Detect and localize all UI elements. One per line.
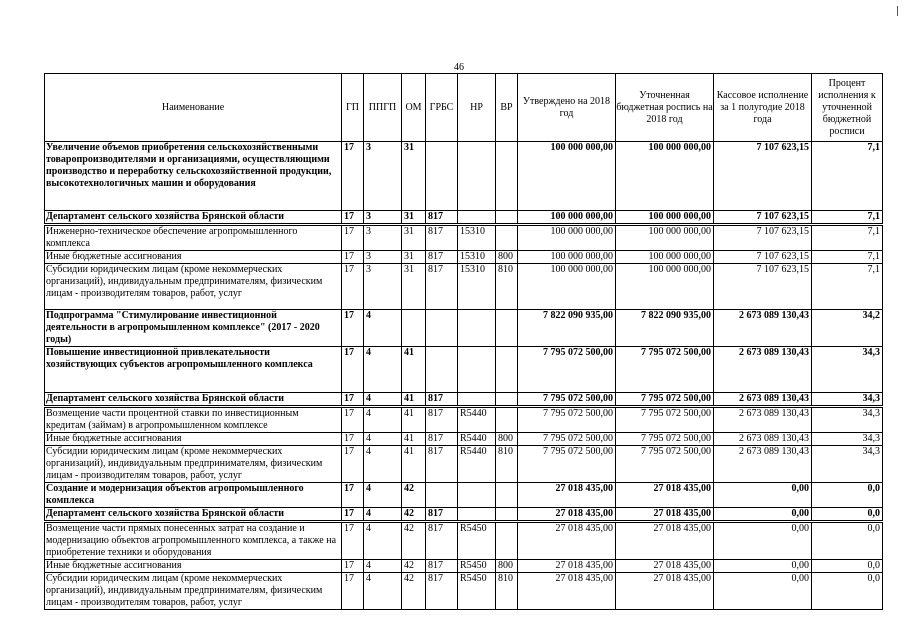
cell-om: 31 <box>402 264 426 310</box>
cell-pgp: 4 <box>364 310 402 347</box>
cell-om: 31 <box>402 251 426 264</box>
cell-pgp: 4 <box>364 522 402 560</box>
cell-approved: 100 000 000,00 <box>518 211 616 225</box>
table-row <box>45 508 883 522</box>
cell-np <box>458 142 496 211</box>
cell-grbs: 817 <box>426 508 458 522</box>
cell-pgp: 4 <box>364 560 402 573</box>
header-cash: Кассовое исполнение за 1 полугодие 2018 года <box>714 74 812 142</box>
table-row <box>45 211 883 225</box>
cell-vr <box>496 225 518 251</box>
cell-om: 41 <box>402 407 426 433</box>
cell-approved: 7 795 072 500,00 <box>518 347 616 393</box>
page-number: 46 <box>454 62 464 73</box>
cell-gp: 17 <box>342 573 364 610</box>
header-pgp: ППГП <box>364 74 402 142</box>
cell-name: Иные бюджетные ассигнования <box>45 433 342 446</box>
cell-cash: 0,00 <box>714 483 812 508</box>
cell-approved: 100 000 000,00 <box>518 225 616 251</box>
cell-cash: 2 673 089 130,43 <box>714 407 812 433</box>
cell-percent: 0,0 <box>812 573 883 610</box>
cell-percent: 0,0 <box>812 508 883 522</box>
cell-vr <box>496 211 518 225</box>
cell-pgp: 4 <box>364 508 402 522</box>
header-grbs: ГРБС <box>426 74 458 142</box>
cell-approved: 27 018 435,00 <box>518 560 616 573</box>
cell-percent: 7,1 <box>812 142 883 211</box>
cell-vr: 810 <box>496 446 518 483</box>
cell-refined: 100 000 000,00 <box>616 264 714 310</box>
cell-grbs: 817 <box>426 446 458 483</box>
header-name: Наименование <box>45 74 342 142</box>
cell-refined: 7 795 072 500,00 <box>616 446 714 483</box>
cell-grbs: 817 <box>426 225 458 251</box>
cell-vr: 810 <box>496 573 518 610</box>
cell-name: Возмещение части процентной ставки по инвестиционным кредитам (займам) в агропромышленном комплексе <box>45 407 342 433</box>
table-body <box>45 142 883 610</box>
cell-name: Подпрограмма "Стимулирование инвестиционной деятельности в агропромышленном комплексе" (2017 - 2020 годы) <box>45 310 342 347</box>
cell-cash: 0,00 <box>714 522 812 560</box>
cell-vr: 800 <box>496 251 518 264</box>
cell-gp: 17 <box>342 211 364 225</box>
table-row <box>45 393 883 407</box>
cell-om: 31 <box>402 142 426 211</box>
cell-percent: 34,3 <box>812 407 883 433</box>
table-row <box>45 225 883 251</box>
cell-np <box>458 483 496 508</box>
cell-name: Увеличение объемов приобретения сельскохозяйственными товаропроизводителями и организациями, осуществляющими производство и переработку сельскохозяйственной продукции, высокотехнологичных машин и оборудования <box>45 142 342 211</box>
cell-cash: 2 673 089 130,43 <box>714 446 812 483</box>
cell-approved: 27 018 435,00 <box>518 483 616 508</box>
cell-percent: 0,0 <box>812 483 883 508</box>
cell-cash: 0,00 <box>714 560 812 573</box>
cell-approved: 27 018 435,00 <box>518 573 616 610</box>
cell-refined: 7 795 072 500,00 <box>616 347 714 393</box>
cell-np: R5450 <box>458 560 496 573</box>
cell-refined: 27 018 435,00 <box>616 508 714 522</box>
header-percent: Процент исполнения к уточненной бюджетной росписи <box>812 74 883 142</box>
cell-grbs: 817 <box>426 560 458 573</box>
cell-vr: 810 <box>496 264 518 310</box>
cell-name: Субсидии юридическим лицам (кроме некоммерческих организаций), индивидуальным предпринимателям, физическим лицам - производителям товаров, работ, услуг <box>45 573 342 610</box>
cell-cash: 0,00 <box>714 508 812 522</box>
table-row <box>45 433 883 446</box>
cell-vr: 800 <box>496 433 518 446</box>
cell-grbs: 817 <box>426 393 458 407</box>
cell-grbs <box>426 483 458 508</box>
cell-percent: 0,0 <box>812 522 883 560</box>
cell-om: 42 <box>402 560 426 573</box>
cell-percent: 34,3 <box>812 433 883 446</box>
cell-pgp: 4 <box>364 433 402 446</box>
cell-gp: 17 <box>342 251 364 264</box>
cell-percent: 0,0 <box>812 560 883 573</box>
cell-pgp: 3 <box>364 264 402 310</box>
cell-pgp: 3 <box>364 211 402 225</box>
cell-percent: 7,1 <box>812 251 883 264</box>
cell-approved: 100 000 000,00 <box>518 264 616 310</box>
cell-gp: 17 <box>342 446 364 483</box>
cell-cash: 2 673 089 130,43 <box>714 310 812 347</box>
header-vr: ВР <box>496 74 518 142</box>
cell-grbs <box>426 310 458 347</box>
cell-gp: 17 <box>342 142 364 211</box>
cell-om: 41 <box>402 347 426 393</box>
cell-name: Департамент сельского хозяйства Брянской области <box>45 211 342 225</box>
cell-percent: 7,1 <box>812 211 883 225</box>
cell-refined: 7 795 072 500,00 <box>616 393 714 407</box>
table-row <box>45 310 883 347</box>
table-row <box>45 251 883 264</box>
cell-name: Иные бюджетные ассигнования <box>45 251 342 264</box>
cell-approved: 27 018 435,00 <box>518 522 616 560</box>
cell-vr <box>496 483 518 508</box>
table-header-row <box>45 74 883 142</box>
cell-cash: 2 673 089 130,43 <box>714 433 812 446</box>
cell-refined: 27 018 435,00 <box>616 483 714 508</box>
cell-refined: 100 000 000,00 <box>616 251 714 264</box>
cell-om: 41 <box>402 446 426 483</box>
cell-gp: 17 <box>342 225 364 251</box>
cell-grbs: 817 <box>426 522 458 560</box>
table-row <box>45 407 883 433</box>
cell-cash: 7 107 623,15 <box>714 225 812 251</box>
cell-vr <box>496 522 518 560</box>
cell-gp: 17 <box>342 264 364 310</box>
cell-pgp: 4 <box>364 347 402 393</box>
header-om: ОМ <box>402 74 426 142</box>
cell-approved: 100 000 000,00 <box>518 251 616 264</box>
cell-refined: 7 795 072 500,00 <box>616 433 714 446</box>
cell-pgp: 3 <box>364 225 402 251</box>
cell-grbs: 817 <box>426 211 458 225</box>
cell-cash: 7 107 623,15 <box>714 264 812 310</box>
cell-gp: 17 <box>342 560 364 573</box>
cell-percent: 7,1 <box>812 225 883 251</box>
cell-np: 15310 <box>458 225 496 251</box>
cell-refined: 100 000 000,00 <box>616 142 714 211</box>
cell-cash: 2 673 089 130,43 <box>714 393 812 407</box>
cell-grbs <box>426 347 458 393</box>
corner-mark <box>897 6 898 16</box>
header-approved: Утверждено на 2018 год <box>518 74 616 142</box>
cell-grbs <box>426 142 458 211</box>
cell-name: Инженерно-техническое обеспечение агропромышленного комплекса <box>45 225 342 251</box>
cell-np: R5450 <box>458 522 496 560</box>
cell-np: R5440 <box>458 433 496 446</box>
budget-table <box>44 73 883 610</box>
table-row <box>45 483 883 508</box>
cell-name: Возмещение части прямых понесенных затрат на создание и модернизацию объектов агропромышленного комплекса, а также на приобретение техники и оборудования <box>45 522 342 560</box>
cell-pgp: 4 <box>364 573 402 610</box>
table-row <box>45 560 883 573</box>
table-row <box>45 347 883 393</box>
cell-vr <box>496 508 518 522</box>
cell-gp: 17 <box>342 483 364 508</box>
cell-gp: 17 <box>342 407 364 433</box>
cell-gp: 17 <box>342 393 364 407</box>
cell-approved: 7 795 072 500,00 <box>518 433 616 446</box>
table-row <box>45 264 883 310</box>
cell-np: R5450 <box>458 573 496 610</box>
header-refined: Уточненная бюджетная роспись на 2018 год <box>616 74 714 142</box>
cell-cash: 7 107 623,15 <box>714 211 812 225</box>
cell-approved: 27 018 435,00 <box>518 508 616 522</box>
cell-name: Департамент сельского хозяйства Брянской области <box>45 508 342 522</box>
cell-cash: 7 107 623,15 <box>714 142 812 211</box>
cell-np: 15310 <box>458 264 496 310</box>
cell-refined: 27 018 435,00 <box>616 560 714 573</box>
cell-name: Создание и модернизация объектов агропромышленного комплекса <box>45 483 342 508</box>
cell-refined: 7 795 072 500,00 <box>616 407 714 433</box>
cell-cash: 0,00 <box>714 573 812 610</box>
cell-np: 15310 <box>458 251 496 264</box>
cell-name: Иные бюджетные ассигнования <box>45 560 342 573</box>
cell-np <box>458 393 496 407</box>
cell-pgp: 3 <box>364 251 402 264</box>
cell-vr <box>496 347 518 393</box>
header-np: НР <box>458 74 496 142</box>
cell-om: 41 <box>402 393 426 407</box>
cell-om: 41 <box>402 433 426 446</box>
cell-pgp: 4 <box>364 446 402 483</box>
cell-pgp: 3 <box>364 142 402 211</box>
cell-pgp: 4 <box>364 407 402 433</box>
table-row <box>45 573 883 610</box>
cell-percent: 34,3 <box>812 393 883 407</box>
cell-approved: 7 795 072 500,00 <box>518 393 616 407</box>
cell-vr <box>496 310 518 347</box>
cell-name: Департамент сельского хозяйства Брянской области <box>45 393 342 407</box>
cell-grbs: 817 <box>426 264 458 310</box>
table-row <box>45 522 883 560</box>
cell-grbs: 817 <box>426 433 458 446</box>
cell-np <box>458 508 496 522</box>
cell-om: 42 <box>402 483 426 508</box>
cell-refined: 7 822 090 935,00 <box>616 310 714 347</box>
cell-refined: 100 000 000,00 <box>616 225 714 251</box>
cell-om: 42 <box>402 508 426 522</box>
header-gp: ГП <box>342 74 364 142</box>
cell-np <box>458 347 496 393</box>
cell-percent: 34,3 <box>812 347 883 393</box>
cell-gp: 17 <box>342 508 364 522</box>
cell-approved: 7 795 072 500,00 <box>518 446 616 483</box>
table-row <box>45 446 883 483</box>
cell-approved: 100 000 000,00 <box>518 142 616 211</box>
cell-vr <box>496 407 518 433</box>
cell-np: R5440 <box>458 446 496 483</box>
cell-np <box>458 310 496 347</box>
cell-approved: 7 795 072 500,00 <box>518 407 616 433</box>
cell-name: Повышение инвестиционной привлекательности хозяйствующих субъектов агропромышленного комплекса <box>45 347 342 393</box>
cell-gp: 17 <box>342 347 364 393</box>
cell-vr <box>496 393 518 407</box>
cell-percent: 34,2 <box>812 310 883 347</box>
cell-gp: 17 <box>342 522 364 560</box>
cell-cash: 2 673 089 130,43 <box>714 347 812 393</box>
cell-grbs: 817 <box>426 573 458 610</box>
cell-om: 31 <box>402 225 426 251</box>
cell-grbs: 817 <box>426 251 458 264</box>
cell-gp: 17 <box>342 310 364 347</box>
cell-gp: 17 <box>342 433 364 446</box>
cell-name: Субсидии юридическим лицам (кроме некоммерческих организаций), индивидуальным предпринимателям, физическим лицам - производителям товаров, работ, услуг <box>45 264 342 310</box>
cell-approved: 7 822 090 935,00 <box>518 310 616 347</box>
cell-refined: 27 018 435,00 <box>616 522 714 560</box>
cell-pgp: 4 <box>364 483 402 508</box>
cell-om: 31 <box>402 211 426 225</box>
cell-name: Субсидии юридическим лицам (кроме некоммерческих организаций), индивидуальным предпринимателям, физическим лицам - производителям товаров, работ, услуг <box>45 446 342 483</box>
cell-vr <box>496 142 518 211</box>
cell-percent: 34,3 <box>812 446 883 483</box>
cell-om: 42 <box>402 522 426 560</box>
cell-refined: 27 018 435,00 <box>616 573 714 610</box>
cell-om: 42 <box>402 573 426 610</box>
cell-np <box>458 211 496 225</box>
cell-refined: 100 000 000,00 <box>616 211 714 225</box>
cell-cash: 7 107 623,15 <box>714 251 812 264</box>
cell-om <box>402 310 426 347</box>
cell-vr: 800 <box>496 560 518 573</box>
cell-np: R5440 <box>458 407 496 433</box>
cell-percent: 7,1 <box>812 264 883 310</box>
cell-pgp: 4 <box>364 393 402 407</box>
table-row <box>45 142 883 211</box>
cell-grbs: 817 <box>426 407 458 433</box>
